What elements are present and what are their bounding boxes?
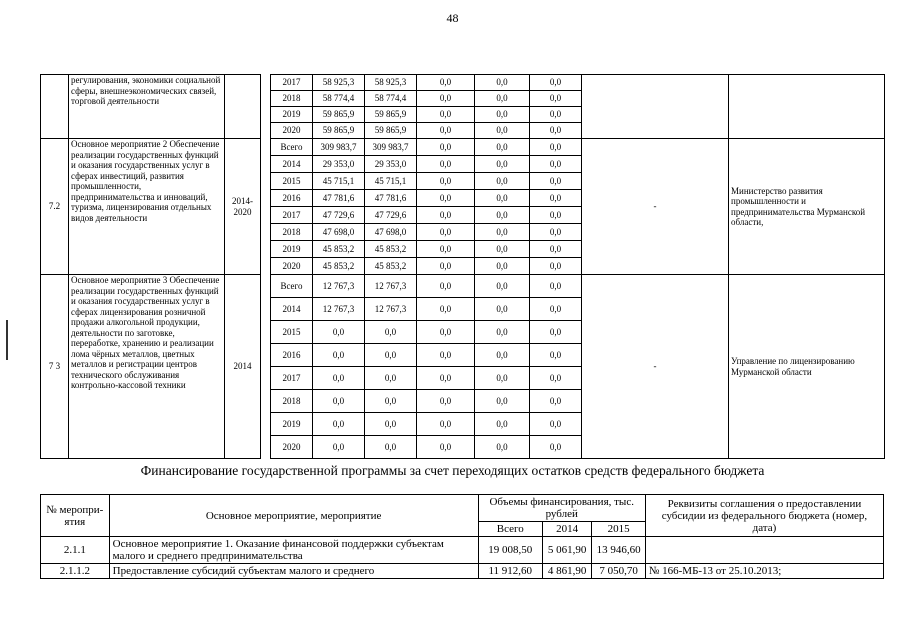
year-cell: 2018 [271, 224, 313, 241]
value-cell: 0,0 [530, 298, 582, 321]
year-cell: Всего [271, 139, 313, 156]
header-activity: Основное мероприятие, мероприятие [109, 495, 478, 537]
value-cell: 47 698,0 [313, 224, 365, 241]
value-cell: 0,0 [475, 139, 530, 156]
value-cell: 59 865,9 [313, 123, 365, 139]
year-cell: 2017 [271, 75, 313, 91]
margin-mark [6, 320, 8, 360]
value-cell: 59 865,9 [365, 107, 417, 123]
table-row [41, 537, 884, 564]
value-cell: 58 774,4 [313, 91, 365, 107]
column-gap [261, 75, 271, 139]
value-cell: 0,0 [313, 344, 365, 367]
placeholder-dash: - [582, 275, 729, 459]
header-2014: 2014 [542, 522, 591, 537]
value-cell: 0,0 [417, 156, 475, 173]
value-cell: 0,0 [313, 321, 365, 344]
activity-number: 2.1.1.2 [41, 564, 110, 579]
year-cell: 2016 [271, 190, 313, 207]
value-cell: 45 715,1 [365, 173, 417, 190]
value-cell: 0,0 [417, 91, 475, 107]
value-cell: 0,0 [530, 258, 582, 275]
value-cell: 58 925,3 [313, 75, 365, 91]
value-2014: 5 061,90 [542, 537, 591, 564]
value-cell: 0,0 [530, 190, 582, 207]
year-cell: 2014 [271, 298, 313, 321]
value-cell: 0,0 [365, 390, 417, 413]
value-cell: 0,0 [530, 275, 582, 298]
value-cell: 0,0 [530, 156, 582, 173]
activity-description: регулирования, экономики социальной сферы, внешнеэкономических связей, торговой деятельности [69, 75, 225, 139]
value-cell: 47 729,6 [313, 207, 365, 224]
year-cell: 2020 [271, 258, 313, 275]
value-cell: 29 353,0 [313, 156, 365, 173]
table-row [41, 275, 885, 298]
value-cell: 0,0 [313, 390, 365, 413]
value-cell: 0,0 [365, 436, 417, 459]
value-cell: 0,0 [313, 367, 365, 390]
column-gap [261, 139, 271, 275]
value-cell: 29 353,0 [365, 156, 417, 173]
year-cell: 2018 [271, 91, 313, 107]
value-cell: 309 983,7 [313, 139, 365, 156]
upper-program-table [40, 74, 885, 459]
value-cell: 59 865,9 [365, 123, 417, 139]
activity-description: Основное мероприятие 2 Обеспечение реализации государственных функций и оказания государственных услуг в сферах инвестиций, развития промышленности, предпринимательства и инноваций, туризма, лицензирования отдельных видов деятельности [69, 139, 225, 275]
period: 2014 [225, 275, 261, 459]
year-cell: 2017 [271, 207, 313, 224]
value-cell: 0,0 [417, 107, 475, 123]
value-cell: 0,0 [417, 190, 475, 207]
executor: Управление по лицензированию Мурманской области [729, 275, 885, 459]
value-cell: 47 729,6 [365, 207, 417, 224]
value-cell: 0,0 [530, 173, 582, 190]
value-cell: 0,0 [475, 123, 530, 139]
value-cell: 0,0 [417, 173, 475, 190]
value-cell: 0,0 [530, 241, 582, 258]
header-number: № меропри-ятия [41, 495, 110, 537]
row-number: 7.2 [41, 139, 69, 275]
value-cell: 0,0 [417, 75, 475, 91]
agreement-requisites: № 166-МБ-13 от 25.10.2013; [645, 564, 883, 579]
value-cell: 0,0 [417, 413, 475, 436]
value-cell: 0,0 [475, 173, 530, 190]
year-cell: 2018 [271, 390, 313, 413]
period [225, 75, 261, 139]
year-cell: 2015 [271, 173, 313, 190]
year-cell: 2017 [271, 367, 313, 390]
value-cell: 45 853,2 [313, 258, 365, 275]
value-cell: 309 983,7 [365, 139, 417, 156]
value-cell: 0,0 [417, 275, 475, 298]
value-cell: 0,0 [475, 75, 530, 91]
agreement-requisites [645, 537, 883, 564]
year-cell: 2020 [271, 123, 313, 139]
value-cell: 58 925,3 [365, 75, 417, 91]
value-cell: 0,0 [475, 224, 530, 241]
value-cell: 0,0 [365, 413, 417, 436]
value-cell: 0,0 [475, 91, 530, 107]
header-requisites: Реквизиты соглашения о предоставлении субсидии из федерального бюджета (номер, дата) [645, 495, 883, 537]
page-number: 48 [446, 11, 459, 25]
table-row [41, 75, 885, 91]
year-cell: 2014 [271, 156, 313, 173]
value-cell: 45 853,2 [365, 258, 417, 275]
value-cell: 47 698,0 [365, 224, 417, 241]
table-row [41, 139, 885, 156]
total-value: 19 008,50 [478, 537, 542, 564]
period: 2014-2020 [225, 139, 261, 275]
value-cell: 0,0 [530, 390, 582, 413]
section-title: Финансирование государственной программы за счет переходящих остатков средств федерального бюджета [140, 463, 765, 478]
value-cell: 0,0 [475, 413, 530, 436]
value-cell: 0,0 [313, 413, 365, 436]
value-cell: 0,0 [530, 321, 582, 344]
year-cell: 2015 [271, 321, 313, 344]
executor [729, 75, 885, 139]
value-cell: 0,0 [417, 298, 475, 321]
year-cell: 2019 [271, 241, 313, 258]
value-cell: 0,0 [475, 436, 530, 459]
row-number: 7 3 [41, 275, 69, 459]
value-cell: 0,0 [417, 390, 475, 413]
value-cell: 0,0 [475, 258, 530, 275]
activity-name: Основное мероприятие 1. Оказание финансовой поддержки субъектам малого и среднего предпринимательства [109, 537, 478, 564]
value-cell: 0,0 [417, 258, 475, 275]
value-cell: 0,0 [417, 224, 475, 241]
year-cell: Всего [271, 275, 313, 298]
value-cell: 0,0 [530, 107, 582, 123]
year-cell: 2020 [271, 436, 313, 459]
header-volumes: Объемы финансирования, тыс. рублей [478, 495, 645, 522]
value-cell: 47 781,6 [313, 190, 365, 207]
activity-description: Основное мероприятие 3 Обеспечение реализации государственных функций и оказания государственных услуг в сферах лицензирования розничной продажи алкогольной продукции, деятельности по заготовке, переработке, хранению и реализации лома чёрных металлов, цветных металлов и регистрации центров технического обслуживания контрольно-кассовой техники [69, 275, 225, 459]
value-cell: 0,0 [530, 436, 582, 459]
value-cell: 0,0 [417, 139, 475, 156]
value-cell: 0,0 [530, 123, 582, 139]
value-cell: 0,0 [475, 207, 530, 224]
value-cell: 0,0 [475, 190, 530, 207]
value-cell: 45 853,2 [313, 241, 365, 258]
total-value: 11 912,60 [478, 564, 542, 579]
value-cell: 0,0 [530, 413, 582, 436]
value-cell: 0,0 [365, 321, 417, 344]
value-cell: 0,0 [365, 367, 417, 390]
value-cell: 0,0 [417, 321, 475, 344]
value-cell: 0,0 [417, 367, 475, 390]
column-gap [261, 275, 271, 459]
value-cell: 0,0 [530, 75, 582, 91]
value-cell: 0,0 [530, 367, 582, 390]
row-number [41, 75, 69, 139]
value-cell: 0,0 [417, 241, 475, 258]
value-cell: 0,0 [475, 298, 530, 321]
value-cell: 12 767,3 [365, 275, 417, 298]
value-cell: 0,0 [475, 390, 530, 413]
executor: Министерство развития промышленности и предпринимательства Мурманской области, [729, 139, 885, 275]
value-cell: 0,0 [417, 436, 475, 459]
year-cell: 2019 [271, 107, 313, 123]
value-cell: 59 865,9 [313, 107, 365, 123]
value-cell: 0,0 [530, 91, 582, 107]
value-cell: 12 767,3 [313, 298, 365, 321]
value-cell: 12 767,3 [365, 298, 417, 321]
value-cell: 0,0 [475, 344, 530, 367]
value-cell: 0,0 [365, 344, 417, 367]
value-cell: 0,0 [313, 436, 365, 459]
value-cell: 45 715,1 [313, 173, 365, 190]
year-cell: 2016 [271, 344, 313, 367]
table-row [41, 564, 884, 579]
value-cell: 0,0 [475, 275, 530, 298]
value-cell: 0,0 [530, 224, 582, 241]
value-cell: 0,0 [417, 344, 475, 367]
placeholder-dash [582, 75, 729, 139]
value-cell: 0,0 [475, 241, 530, 258]
value-cell: 0,0 [475, 321, 530, 344]
value-cell: 58 774,4 [365, 91, 417, 107]
value-2015: 7 050,70 [592, 564, 646, 579]
federal-budget-table [40, 494, 884, 579]
value-cell: 0,0 [417, 207, 475, 224]
year-cell: 2019 [271, 413, 313, 436]
value-cell: 0,0 [530, 344, 582, 367]
value-2014: 4 861,90 [542, 564, 591, 579]
value-cell: 0,0 [475, 156, 530, 173]
value-2015: 13 946,60 [592, 537, 646, 564]
value-cell: 0,0 [417, 123, 475, 139]
activity-number: 2.1.1 [41, 537, 110, 564]
value-cell: 45 853,2 [365, 241, 417, 258]
value-cell: 12 767,3 [313, 275, 365, 298]
value-cell: 0,0 [530, 139, 582, 156]
placeholder-dash: - [582, 139, 729, 275]
activity-name: Предоставление субсидий субъектам малого и среднего [109, 564, 478, 579]
value-cell: 0,0 [530, 207, 582, 224]
value-cell: 0,0 [475, 367, 530, 390]
value-cell: 47 781,6 [365, 190, 417, 207]
value-cell: 0,0 [475, 107, 530, 123]
header-2015: 2015 [592, 522, 646, 537]
header-total: Всего [478, 522, 542, 537]
